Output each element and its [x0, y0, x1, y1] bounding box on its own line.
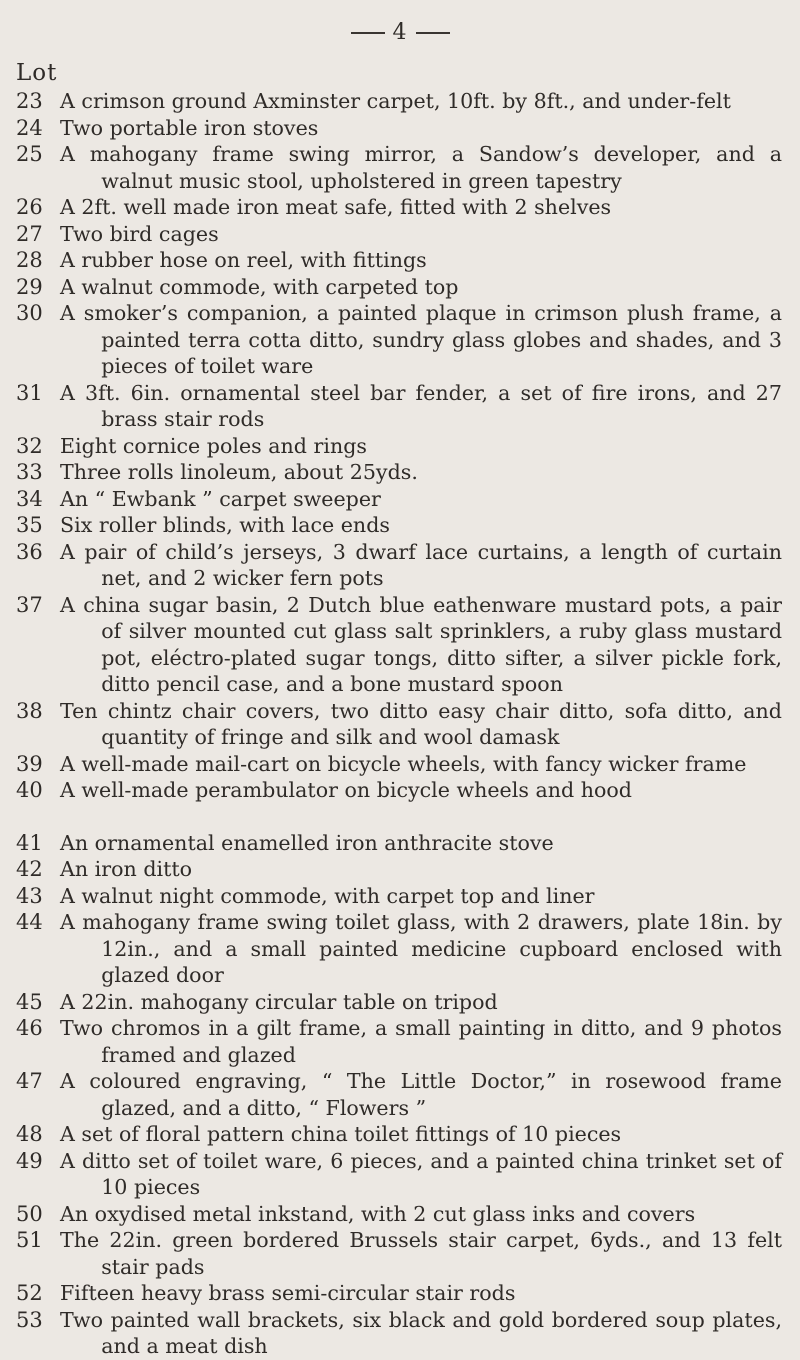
lot-description: An iron ditto	[60, 857, 193, 881]
lot-entry	[16, 1148, 786, 1201]
lot-entry	[16, 459, 786, 486]
left-dash	[351, 32, 385, 34]
lot-number: 37	[16, 592, 43, 617]
lot-description: An oxydised metal inkstand, with 2 cut glass inks and covers	[60, 1201, 696, 1226]
lot-group-1	[16, 88, 786, 804]
lot-description: A mahogany frame swing toilet glass, with 2 drawers, plate 18in. by 12in., and a small painted medicine cupboard enclosed with glazed door	[60, 910, 782, 987]
lot-entry	[16, 141, 786, 194]
lot-number: 41	[16, 830, 43, 855]
lot-entry	[16, 115, 786, 142]
lot-description: Two painted wall brackets, six black and gold bordered soup plates, and a meat dish	[60, 1307, 782, 1358]
lot-number: 29	[16, 274, 43, 299]
lot-number: 46	[16, 1016, 43, 1040]
lot-number: 28	[16, 248, 43, 272]
lot-description: A crimson ground Axminster carpet, 10ft. by 8ft., and under-felt	[60, 89, 731, 113]
lot-entry	[16, 989, 786, 1016]
lot-description: Two portable iron stoves	[60, 115, 319, 140]
lot-description: An ornamental enamelled iron anthracite stove	[60, 830, 554, 855]
lot-entry	[16, 883, 786, 910]
page-number	[0, 20, 800, 45]
lot-entry	[16, 1307, 786, 1360]
lot-entry	[16, 247, 786, 274]
lot-number: 47	[16, 1069, 43, 1093]
lot-description: A rubber hose on reel, with fittings	[60, 248, 427, 272]
lot-number: 44	[16, 910, 43, 934]
lot-description: A mahogany frame swing mirror, a Sandow’s developer, and a walnut music stool, upholstered in green tapestry	[60, 142, 782, 193]
lot-description: Three rolls linoleum, about 25yds.	[60, 460, 418, 484]
lot-description: Two chromos in a gilt frame, a small painting in ditto, and 9 photos framed and glazed	[60, 1016, 782, 1067]
lot-entry	[16, 1280, 786, 1307]
lot-number: 33	[16, 460, 43, 484]
lot-description: Six roller blinds, with lace ends	[60, 513, 390, 537]
lot-number: 23	[16, 89, 43, 113]
lot-entry	[16, 1015, 786, 1068]
lot-entry	[16, 1068, 786, 1121]
lot-entry	[16, 592, 786, 698]
lot-entry	[16, 909, 786, 989]
lot-entry	[16, 300, 786, 380]
lot-number: 52	[16, 1281, 43, 1305]
lot-entry	[16, 751, 786, 778]
lot-entry	[16, 221, 786, 248]
lot-number: 45	[16, 989, 43, 1014]
lot-number: 42	[16, 857, 43, 881]
lot-number: 38	[16, 698, 43, 723]
lot-description: A set of floral pattern china toilet fittings of 10 pieces	[60, 1122, 622, 1146]
right-dash	[416, 32, 450, 34]
lot-number: 35	[16, 513, 43, 537]
lot-description: A well-made mail-cart on bicycle wheels, with fancy wicker frame	[60, 751, 747, 776]
lot-number: 26	[16, 195, 43, 219]
lot-description: The 22in. green bordered Brussels stair carpet, 6yds., and 13 felt stair pads	[60, 1228, 782, 1279]
lot-number: 40	[16, 778, 43, 802]
lot-number: 48	[16, 1122, 43, 1146]
lot-group-2	[16, 830, 786, 1360]
lot-number: 25	[16, 142, 43, 166]
lot-description: A ditto set of toilet ware, 6 pieces, and a painted china trinket set of 10 pieces	[60, 1148, 782, 1199]
lot-entry	[16, 274, 786, 301]
lot-number: 31	[16, 380, 43, 405]
lot-description: A smoker’s companion, a painted plaque in crimson plush frame, a painted terra cotta ditto, sundry glass globes and shades, and 3 pieces of toilet ware	[60, 301, 782, 378]
lot-list	[16, 88, 786, 1360]
lot-entry	[16, 539, 786, 592]
page-number-text: 4	[392, 20, 408, 45]
lot-number: 34	[16, 486, 43, 511]
lot-number: 53	[16, 1307, 43, 1332]
lot-number: 24	[16, 115, 43, 140]
lot-entry	[16, 777, 786, 804]
lot-entry	[16, 856, 786, 883]
lot-entry	[16, 88, 786, 115]
lot-description: A well-made perambulator on bicycle wheels and hood	[60, 778, 632, 802]
lot-description: A 3ft. 6in. ornamental steel bar fender, a set of fire irons, and 27 brass stair rods	[60, 380, 782, 431]
lot-entry	[16, 1227, 786, 1280]
lot-entry	[16, 830, 786, 857]
lot-number: 50	[16, 1201, 43, 1226]
lot-number: 51	[16, 1228, 43, 1252]
lot-description: A 22in. mahogany circular table on tripod	[60, 989, 498, 1014]
lot-number: 49	[16, 1148, 43, 1173]
lot-description: A walnut commode, with carpeted top	[60, 274, 459, 299]
lot-number: 36	[16, 539, 43, 564]
lot-description: A coloured engraving, “ The Little Doctor,” in rosewood frame glazed, and a ditto, “ Flowers ”	[60, 1069, 782, 1120]
lot-entry	[16, 512, 786, 539]
lot-description: Eight cornice poles and rings	[60, 433, 367, 458]
lot-number: 39	[16, 751, 43, 776]
lot-number: 32	[16, 433, 43, 458]
lot-description: Two bird cages	[60, 221, 219, 246]
lot-entry	[16, 433, 786, 460]
lot-entry	[16, 486, 786, 513]
lot-description: A 2ft. well made iron meat safe, fitted with 2 shelves	[60, 195, 612, 219]
lot-entry	[16, 1201, 786, 1228]
lot-number: 43	[16, 883, 43, 908]
lot-description: Ten chintz chair covers, two ditto easy chair ditto, sofa ditto, and quantity of fringe and silk and wool damask	[60, 698, 782, 749]
lot-entry	[16, 1121, 786, 1148]
lot-entry	[16, 380, 786, 433]
lot-description: A walnut night commode, with carpet top and liner	[60, 883, 595, 908]
lot-description: A china sugar basin, 2 Dutch blue eathenware mustard pots, a pair of silver mounted cut glass salt sprinklers, a ruby glass mustard pot, eléctro-plated sugar tongs, ditto sifter, a silver pickle fork, ditto pencil case, and a bone mustard spoon	[60, 592, 782, 696]
lot-number: 27	[16, 221, 43, 246]
section-gap	[16, 804, 786, 830]
lot-description: An “ Ewbank ” carpet sweeper	[60, 486, 381, 511]
lot-description: A pair of child’s jerseys, 3 dwarf lace curtains, a length of curtain net, and 2 wicker fern pots	[60, 539, 782, 590]
lot-entry	[16, 698, 786, 751]
lot-number: 30	[16, 301, 43, 325]
lot-column-header: Lot	[16, 60, 58, 86]
lot-entry	[16, 194, 786, 221]
lot-description: Fifteen heavy brass semi-circular stair rods	[60, 1281, 516, 1305]
